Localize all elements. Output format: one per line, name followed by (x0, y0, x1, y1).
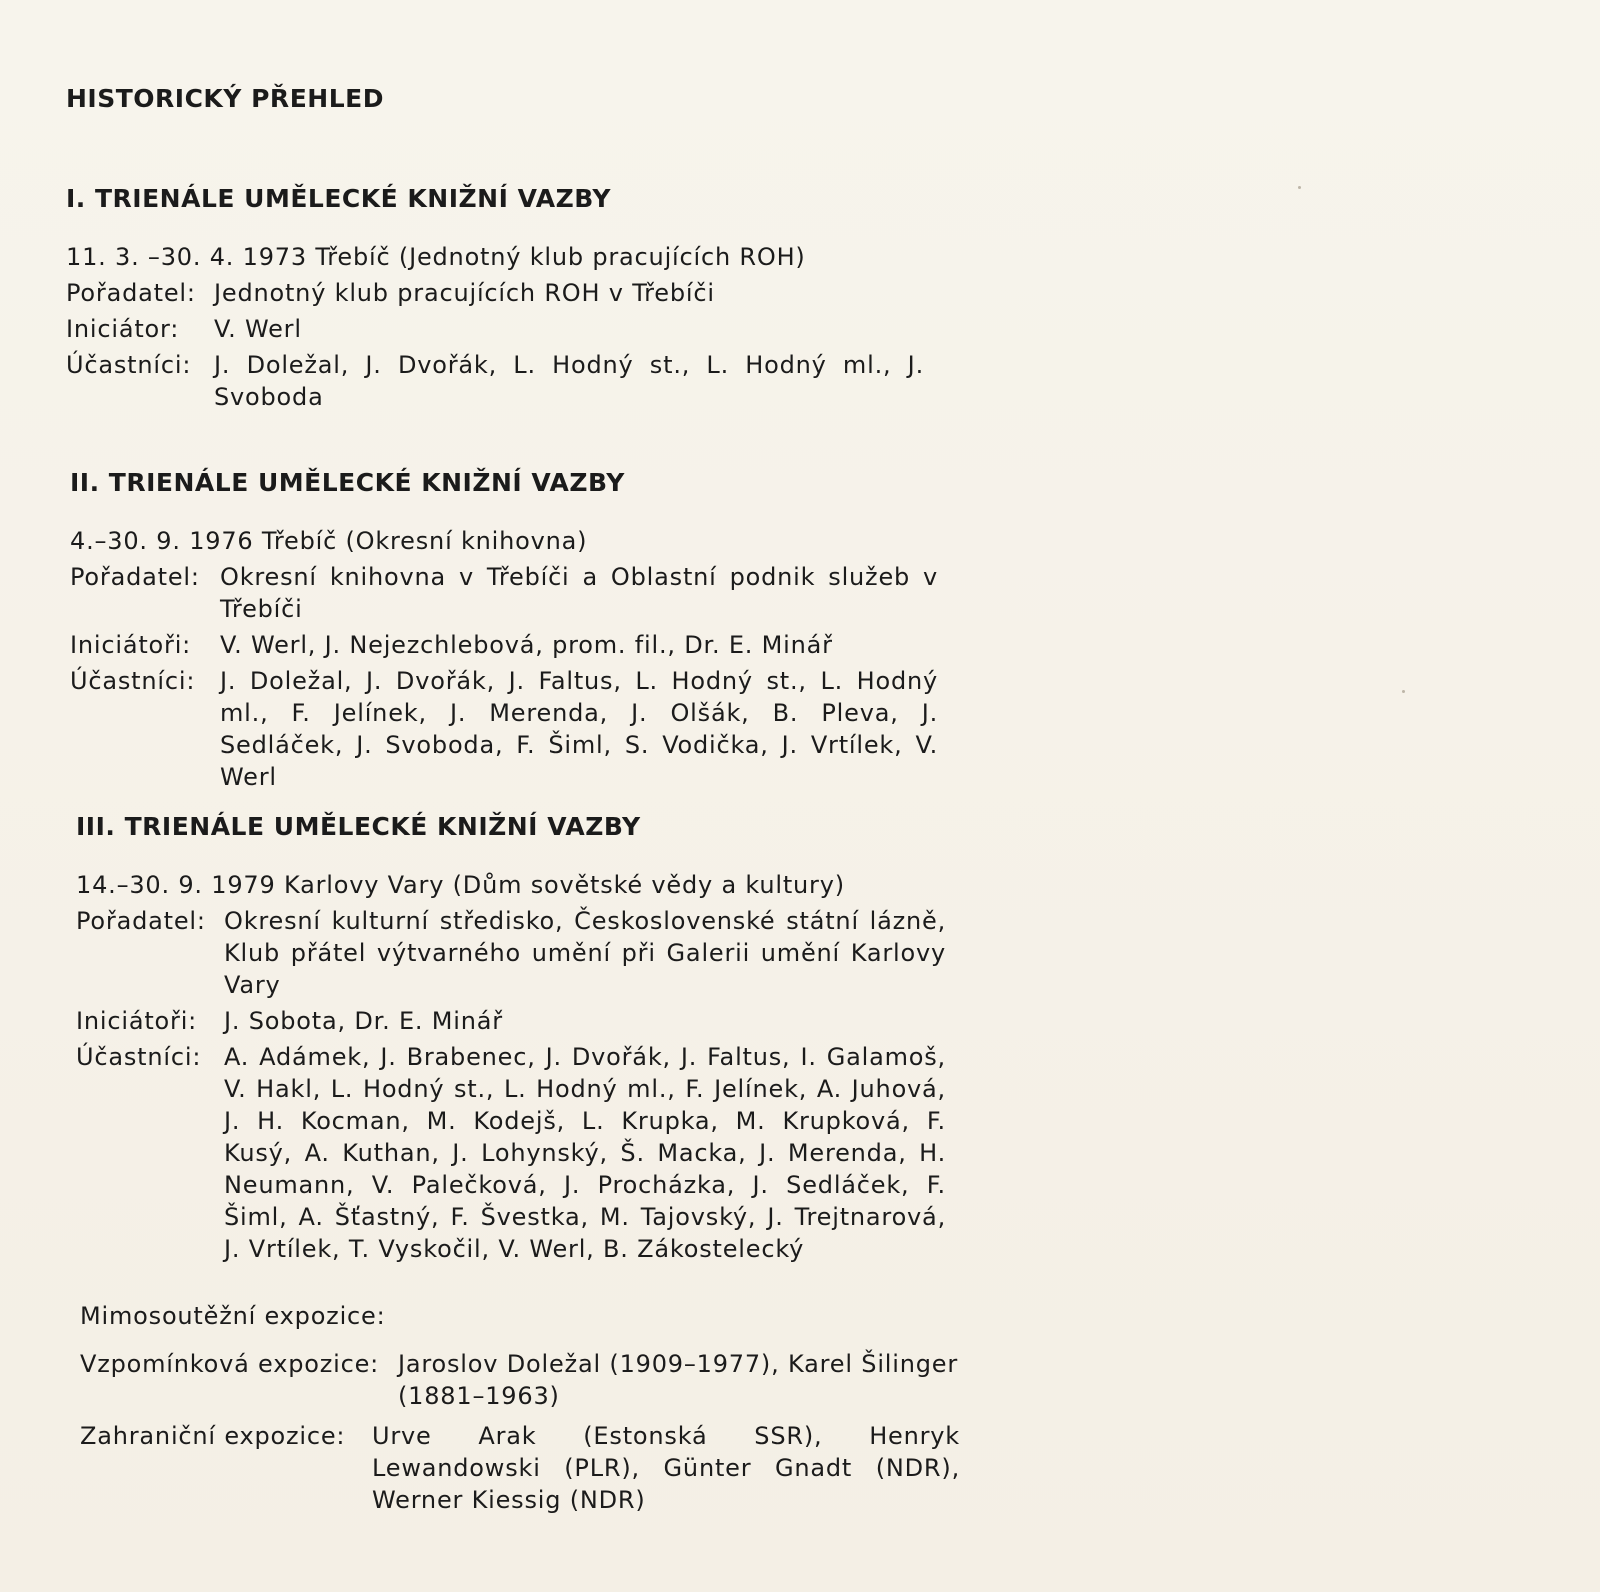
page-title: HISTORICKÝ PŘEHLED (66, 84, 384, 113)
entry-value: Jaroslov Doležal (1909–1977), Karel Šilinger (1881–1963) (398, 1350, 958, 1410)
entry-participants (70, 665, 950, 793)
entry-label: Pořadatel: (76, 907, 206, 935)
entry-label: Pořadatel: (70, 563, 200, 591)
entry-value: Jednotný klub pracujících ROH v Třebíči (214, 279, 715, 307)
entry-label: Účastníci: (76, 1043, 202, 1071)
entry-value: Okresní kulturní středisko, Československé státní lázně, Klub přátel výtvarného umění při Galerii umění Karlovy Vary (224, 907, 946, 999)
entry-value: V. Werl (214, 315, 302, 343)
entry-label: Iniciátoři: (76, 1007, 198, 1035)
entry-participants (66, 349, 946, 413)
paper-speck (1402, 690, 1405, 693)
section-3 (76, 812, 956, 1265)
paper-speck (1298, 186, 1301, 189)
entry-value: J. Doležal, J. Dvořák, J. Faltus, L. Hodný st., L. Hodný ml., F. Jelínek, J. Merenda, J. Olšák, B. Pleva, J. Sedláček, J. Svoboda, F. Šiml, S. Vodička, J. Vrtílek, V. Werl (220, 667, 938, 791)
section-title: I. TRIENÁLE UMĚLECKÉ KNIŽNÍ VAZBY (66, 184, 612, 213)
entry-value: Urve Arak (Estonská SSR), Henryk Lewandowski (PLR), Günter Gnadt (NDR), Werner Kiessig (NDR) (372, 1422, 960, 1514)
section-dates: 14.–30. 9. 1979 Karlovy Vary (Dům sovětské vědy a kultury) (76, 871, 845, 899)
entry-value: V. Werl, J. Nejezchlebová, prom. fil., Dr. E. Minář (220, 631, 833, 659)
non-competitive-section (80, 1302, 960, 1516)
entry-label: Pořadatel: (66, 279, 196, 307)
entry-label: Zahraniční expozice: (80, 1422, 346, 1450)
section-dates: 4.–30. 9. 1976 Třebíč (Okresní knihovna) (70, 527, 588, 555)
entry-label: Účastníci: (66, 351, 192, 379)
entry-initiator (66, 313, 946, 345)
entry-value: J. Sobota, Dr. E. Minář (224, 1007, 503, 1035)
entry-participants (76, 1041, 956, 1265)
entry-value: Okresní knihovna v Třebíči a Oblastní podnik služeb v Třebíči (220, 563, 938, 623)
entry-value: A. Adámek, J. Brabenec, J. Dvořák, J. Faltus, I. Galamoš, V. Hakl, L. Hodný st., L. Hodný ml., F. Jelínek, A. Juhová, J. H. Kocman, M. Kodejš, L. Krupka, M. Krupková, F. Kusý, A. Kuthan, J. Lohynský, Š. Macka, J. Merenda, H. Neumann, V. Palečková, J. Procházka, J. Sedláček, F. Šiml, A. Šťastný, F. Švestka, M. Tajovský, J. Trejtnarová, J. Vrtílek, T. Vyskočil, V. Werl, B. Zákostelecký (224, 1043, 946, 1263)
section-title: II. TRIENÁLE UMĚLECKÉ KNIŽNÍ VAZBY (70, 468, 625, 497)
non-competitive-title: Mimosoutěžní expozice: (80, 1302, 386, 1330)
section-2 (70, 468, 950, 793)
entry-initiators (70, 629, 950, 661)
entry-organizer (70, 561, 950, 625)
entry-label: Iniciátoři: (70, 631, 192, 659)
section-1 (66, 184, 946, 413)
section-dates: 11. 3. –30. 4. 1973 Třebíč (Jednotný klub pracujících ROH) (66, 243, 806, 271)
entry-label: Vzpomínková expozice: (80, 1350, 380, 1378)
section-title: III. TRIENÁLE UMĚLECKÉ KNIŽNÍ VAZBY (76, 812, 641, 841)
entry-value: J. Doležal, J. Dvořák, L. Hodný st., L. Hodný ml., J. Svoboda (214, 351, 924, 411)
entry-initiators (76, 1005, 956, 1037)
entry-organizer (66, 277, 946, 309)
entry-label: Iniciátor: (66, 315, 180, 343)
entry-foreign (80, 1420, 960, 1516)
entry-organizer (76, 905, 956, 1001)
entry-memorial (80, 1348, 960, 1412)
entry-label: Účastníci: (70, 667, 196, 695)
